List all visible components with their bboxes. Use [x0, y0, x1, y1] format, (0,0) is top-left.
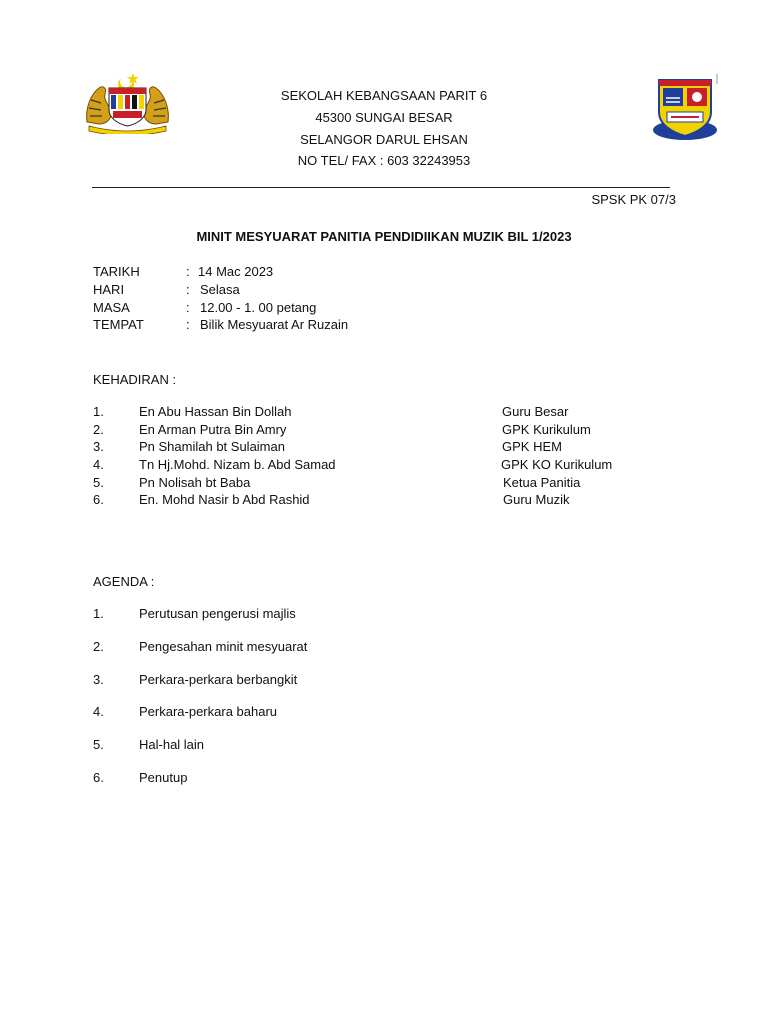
school-phone-fax: NO TEL/ FAX : 603 32243953 — [297, 153, 471, 168]
attendee-name: En. Mohd Nasir b Abd Rashid — [139, 492, 310, 507]
agenda-number: 5. — [93, 737, 104, 752]
info-value: 14 Mac 2023 — [198, 264, 274, 279]
agenda-item: Perutusan pengerusi majlis — [139, 606, 296, 621]
agenda-item: Hal-hal lain — [139, 737, 205, 752]
attendance-heading: KEHADIRAN : — [93, 372, 177, 387]
agenda-number: 3. — [93, 672, 104, 687]
attendee-role: GPK Kurikulum — [502, 422, 591, 437]
attendee-role: Guru Besar — [502, 404, 569, 419]
attendee-number: 4. — [93, 457, 104, 472]
info-separator: : — [186, 282, 190, 297]
attendee-name: En Arman Putra Bin Amry — [139, 422, 287, 437]
info-separator: : — [186, 317, 190, 332]
agenda-item: Penutup — [139, 770, 188, 785]
agenda-item: Pengesahan minit mesyuarat — [139, 639, 308, 654]
agenda-number: 4. — [93, 704, 104, 719]
attendee-number: 1. — [93, 404, 104, 419]
school-name: SEKOLAH KEBANGSAAN PARIT 6 — [280, 88, 488, 103]
school-crest-emblem — [651, 74, 719, 142]
attendee-number: 2. — [93, 422, 104, 437]
coat-of-arms-emblem — [81, 70, 174, 134]
header-divider — [92, 187, 670, 188]
agenda-heading: AGENDA : — [93, 574, 155, 589]
agenda-item: Perkara-perkara berbangkit — [139, 672, 298, 687]
attendee-role: GPK HEM — [502, 439, 562, 454]
info-value: Bilik Mesyuarat Ar Ruzain — [200, 317, 349, 332]
info-separator: : — [186, 300, 190, 315]
agenda-number: 1. — [93, 606, 104, 621]
attendee-role: Guru Muzik — [503, 492, 570, 507]
attendee-number: 5. — [93, 475, 104, 490]
attendee-number: 6. — [93, 492, 104, 507]
attendee-name: Pn Shamilah bt Sulaiman — [139, 439, 285, 454]
attendee-name: En Abu Hassan Bin Dollah — [139, 404, 292, 419]
attendee-role: GPK KO Kurikulum — [501, 457, 613, 472]
document-title: MINIT MESYUARAT PANITIA PENDIDIIKAN MUZIK BIL 1/2023 — [196, 229, 572, 244]
info-separator: : — [186, 264, 190, 279]
agenda-number: 2. — [93, 639, 104, 654]
attendee-number: 3. — [93, 439, 104, 454]
agenda-number: 6. — [93, 770, 104, 785]
attendee-role: Ketua Panitia — [503, 475, 581, 490]
info-label: HARI — [93, 282, 125, 297]
attendee-name: Tn Hj.Mohd. Nizam b. Abd Samad — [139, 457, 336, 472]
info-label: TEMPAT — [93, 317, 144, 332]
info-value: 12.00 - 1. 00 petang — [200, 300, 317, 315]
info-label: TARIKH — [93, 264, 140, 279]
agenda-item: Perkara-perkara baharu — [139, 704, 278, 719]
school-state: SELANGOR DARUL EHSAN — [300, 132, 468, 147]
info-label: MASA — [93, 300, 130, 315]
attendee-name: Pn Nolisah bt Baba — [139, 475, 251, 490]
school-postcode-city: 45300 SUNGAI BESAR — [315, 110, 453, 125]
info-value: Selasa — [200, 282, 240, 297]
reference-code: SPSK PK 07/3 — [591, 192, 676, 207]
